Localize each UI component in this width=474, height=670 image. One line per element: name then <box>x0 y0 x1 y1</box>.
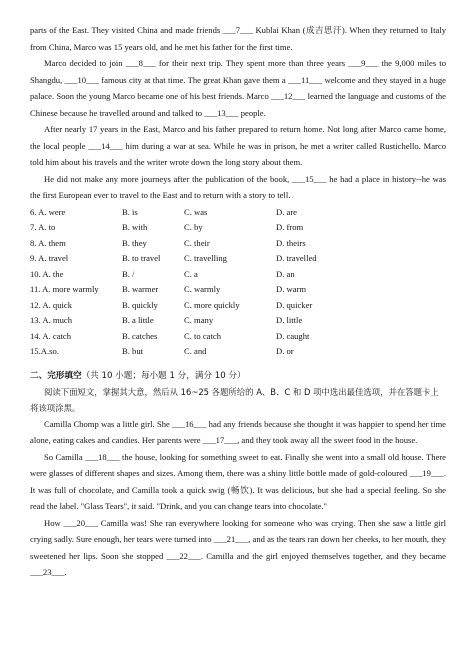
option-b: B. they <box>122 237 147 248</box>
option-a: 9. A. travel <box>30 253 69 263</box>
question-6-options <box>30 205 446 221</box>
options-list <box>30 205 446 360</box>
passage2-paragraph-3: How ___20___ Camilla was! She ran everywhere looking for someone who was crying. Then she saw a little girl crying sadly. Sure enough, her tears were turned into ___21___, and as the tears ran down her cheeks, to her mouth, they sweetened her lips. Soon she stopped ___22___. Camilla and the girl enjoyed themselves together, and they became ___23___. <box>30 517 446 577</box>
option-b: B. is <box>122 206 138 217</box>
exam-page <box>30 22 446 581</box>
option-d: D. travelled <box>276 253 317 263</box>
passage1-paragraph-1: parts of the East. They visited China and made friends ___7___ Kublai Khan (成吉思汗). When they returned to Italy from China, Marco was 15 years old, and he met his father for the first time. <box>30 25 446 52</box>
passage2-paragraph-1: Camilla Chomp was a little girl. She ___16___ had any friends because she thought it was happier to spend her time alone, eating cakes and candies. Her parents were ___17___, and they took away all the sweet food in the house. <box>30 418 446 445</box>
question-9-options <box>30 251 446 267</box>
option-b: B. warmer <box>122 284 159 294</box>
section-title: 二、完形填空 <box>30 370 82 381</box>
option-b: B. but <box>122 346 144 356</box>
question-11-options <box>30 282 446 298</box>
option-d: D. caught <box>276 330 310 341</box>
option-a: 8. A. them <box>30 237 66 248</box>
option-b: B. catches <box>122 330 158 341</box>
option-a: 11. A. more warmly <box>30 284 99 294</box>
option-c: C. more quickly <box>184 299 240 310</box>
option-c: C. warmly <box>184 284 221 294</box>
option-b: B. with <box>122 222 148 232</box>
option-b: B. a little <box>122 315 154 325</box>
option-a: 13. A. much <box>30 315 73 325</box>
option-c: C. and <box>184 346 207 356</box>
section-instruction: 阅读下面短文，掌握其大意，然后从 16~25 各题所给的 A、B、C 和 D 项中选出最佳选项，并在答题卡上将该项涂黑。 <box>30 386 439 413</box>
option-d: D. quicker <box>276 299 313 310</box>
question-7-options <box>30 220 446 236</box>
option-d: D. an <box>276 268 295 279</box>
option-a: 6. A. were <box>30 206 66 217</box>
section-scoring-note: （共 10 小题；每小题 1 分，满分 10 分） <box>81 370 246 381</box>
option-c: C. travelling <box>184 253 227 263</box>
option-d: D. theirs <box>276 237 306 248</box>
passage2-paragraph-2: So Camilla ___18___ the house, looking for something sweet to eat. Finally she went into a small old house. There were glasses of different shapes and sizes. Among them, there was a shiny little bottle made of gold-coloured ___19___. It was full of chocolate, and Camilla took a quick swig (畅饮). It was delicious, but she had a special feeling. So she read the label. "Glass Tears", it said. "Drink, and you can change tears into chocolate." <box>30 451 446 511</box>
question-8-options <box>30 236 446 252</box>
option-b: B. quickly <box>122 299 158 310</box>
option-c: C. to catch <box>184 330 221 341</box>
option-c: C. a <box>184 268 198 279</box>
question-14-options <box>30 329 446 345</box>
option-d: D. are <box>276 206 297 217</box>
passage1-paragraph-2: Marco decided to join ___8___ for their next trip. They spent more than three years ___9___ the 9,000 miles to Shangdu, ___10___ famous city at that time. The great Khan gave them a ___11___ welcome and they stayed in a huge palace. Soon the young Marco became one of his best friends. Marco ___12___ learned the language and customs of the Chinese because he travelled around and talked to ___13___ people. <box>30 58 446 118</box>
option-c: C. by <box>184 222 203 232</box>
option-b: B. to travel <box>122 253 161 263</box>
option-c: C. was <box>184 206 208 217</box>
option-a: 10. A. the <box>30 268 64 279</box>
question-12-options <box>30 298 446 314</box>
option-a: 12. A. quick <box>30 299 73 310</box>
question-13-options <box>30 313 446 329</box>
option-b: B. / <box>122 268 135 279</box>
option-c: C. their <box>184 237 210 248</box>
question-15-options <box>30 344 446 360</box>
passage1-paragraph-3: After nearly 17 years in the East, Marco and his father prepared to return home. Not long after Marco came home, the local people ___14___ him during a war at sea. While he was in prison, he met a writer called Rustichello. Marco told him about his travels and the writer wrote down the long story about them. <box>30 124 446 167</box>
option-c: C. many <box>184 315 214 325</box>
option-d: D. little <box>276 315 303 325</box>
section-heading <box>30 369 446 384</box>
option-d: D. warm <box>276 284 307 294</box>
option-a: 7. A. to <box>30 222 56 232</box>
option-a: 14. A. catch <box>30 330 72 341</box>
option-a: 15.A.so. <box>30 346 59 356</box>
passage1-paragraph-4: He did not make any more journeys after the publication of the book, ___15___ he had a place in history--he was the first European ever to travel to the East and to return with a story to tell. <box>30 173 446 200</box>
question-10-options <box>30 267 446 283</box>
option-d: D. or <box>276 346 294 356</box>
option-d: D. from <box>276 222 304 232</box>
